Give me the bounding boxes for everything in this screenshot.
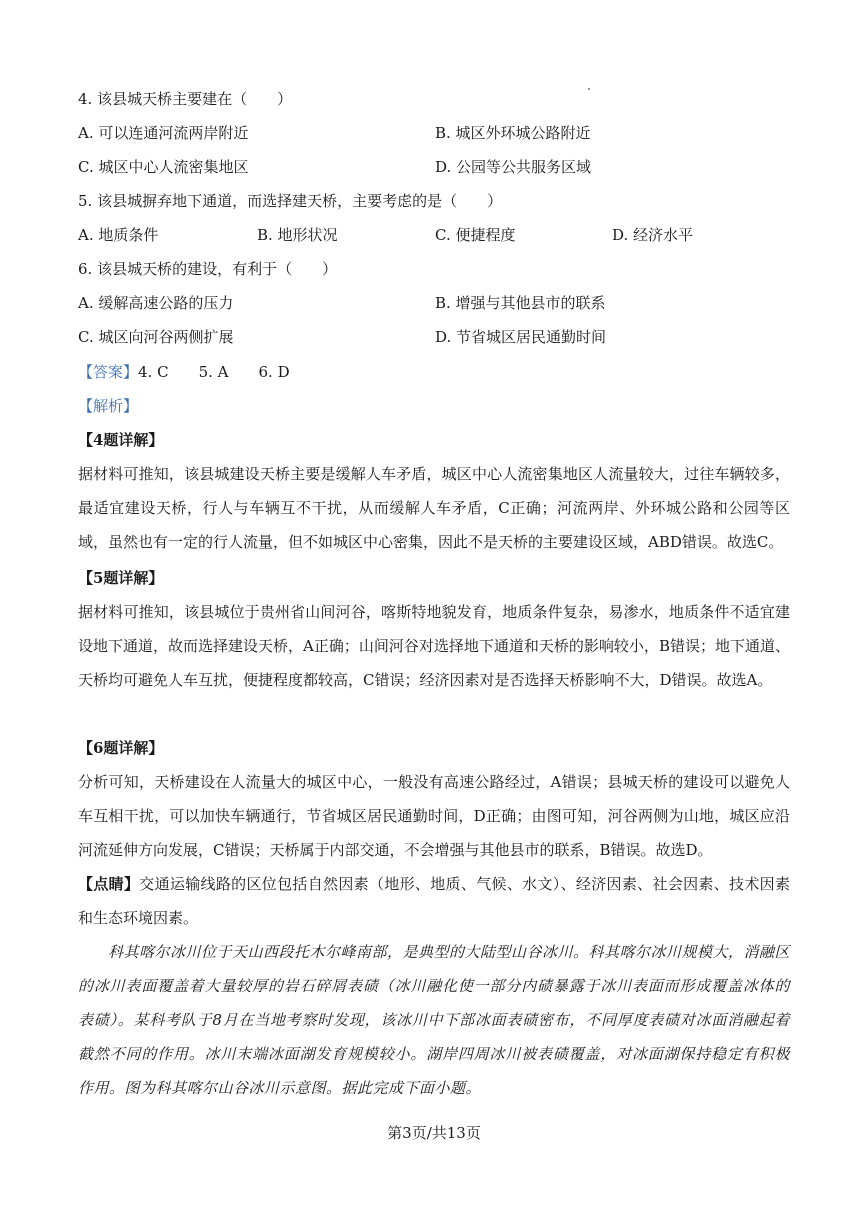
- question-5-stem: 5. 该县城摒弃地下通道，而选择建天桥，主要考虑的是（ ）: [78, 192, 503, 210]
- answer-line: [78, 362, 290, 382]
- page-footer: 第3页/共13页: [387, 1124, 481, 1142]
- answer-text: 4. C 5. A 6. D: [138, 363, 290, 381]
- tip-label: 【点睛】: [78, 875, 140, 893]
- question-6-option-c: C. 城区向河谷两侧扩展: [78, 328, 234, 346]
- question-4-stem: 4. 该县城天桥主要建在（ ）: [78, 90, 293, 108]
- question-5-option-a: A. 地质条件: [78, 226, 159, 244]
- question-6-option-d: D. 节省城区居民通勤时间: [435, 328, 607, 346]
- analysis-label: 【解析】: [78, 397, 139, 415]
- question-4-option-b: B. 城区外环城公路附近: [435, 124, 591, 142]
- answer-label: 【答案】: [78, 363, 139, 381]
- question-4-option-a: A. 可以连通河流两岸附近: [78, 124, 249, 142]
- question-6-stem: 6. 该县城天桥的建设，有利于（ ）: [78, 260, 338, 278]
- material-passage: 科其喀尔冰川位于天山西段托木尔峰南部，是典型的大陆型山谷冰川。科其喀尔冰川规模大，消融区的冰川表面覆盖着大量较厚的岩石碎屑表碛（冰川融化使一部分内碛暴露于冰川表面而形成覆盖冰体的表碛）。某科考队于8月在当地考察时发现，该冰川中下部冰面表碛密布，不同厚度表碛对冰面消融起着截然不同的作用。冰川末端冰面湖发育规模较小。湖岸四周冰川被表碛覆盖，对冰面湖保持稳定有积极作用。图为科其喀尔山谷冰川示意图。据此完成下面小题。: [78, 943, 791, 1097]
- detail-6-text: 分析可知，天桥建设在人流量大的城区中心，一般没有高速公路经过，A错误；县城天桥的建设可以避免人车互相干扰，可以加快车辆通行，节省城区居民通勤时间，D正确；由图可知，河谷两侧为山地，城区应沿河流延伸方向发展，C错误；天桥属于内部交通，不会增强与其他县市的联系，B错误。故选D。: [78, 773, 790, 859]
- question-5-option-c: C. 便捷程度: [435, 226, 516, 244]
- question-5-option-b: B. 地形状况: [257, 226, 338, 244]
- scan-dot: [588, 88, 590, 90]
- tip-text: 交通运输线路的区位包括自然因素（地形、地质、气候、水文）、经济因素、社会因素、技术因素和生态环境因素。: [78, 875, 790, 927]
- detail-5-heading: 【5题详解】: [78, 569, 164, 587]
- detail-6-heading: 【6题详解】: [78, 739, 164, 757]
- detail-4-text: 据材料可推知，该县城建设天桥主要是缓解人车矛盾，城区中心人流密集地区人流量较大，过往车辆较多，最适宜建设天桥，行人与车辆互不干扰，从而缓解人车矛盾，C正确；河流两岸、外环城公路和公园等区域，虽然也有一定的行人流量，但不如城区中心密集，因此不是天桥的主要建设区域，ABD错误。故选C。: [78, 465, 790, 551]
- question-6-option-b: B. 增强与其他县市的联系: [435, 294, 606, 312]
- tip-paragraph: [78, 867, 790, 935]
- question-4-option-c: C. 城区中心人流密集地区: [78, 158, 249, 176]
- question-6-option-a: A. 缓解高速公路的压力: [78, 294, 234, 312]
- detail-5-text: 据材料可推知，该县城位于贵州省山间河谷，喀斯特地貌发育，地质条件复杂，易渗水，地质条件不适宜建设地下通道，故而选择建设天桥，A正确；山间河谷对选择地下通道和天桥的影响较小，B错误；地下通道、天桥均可避免人车互扰，便捷程度都较高，C错误；经济因素对是否选择天桥影响不大，D错误。故选A。: [78, 603, 790, 689]
- detail-4-heading: 【4题详解】: [78, 431, 164, 449]
- question-4-option-d: D. 公园等公共服务区域: [435, 158, 592, 176]
- question-5-option-d: D. 经济水平: [612, 226, 694, 244]
